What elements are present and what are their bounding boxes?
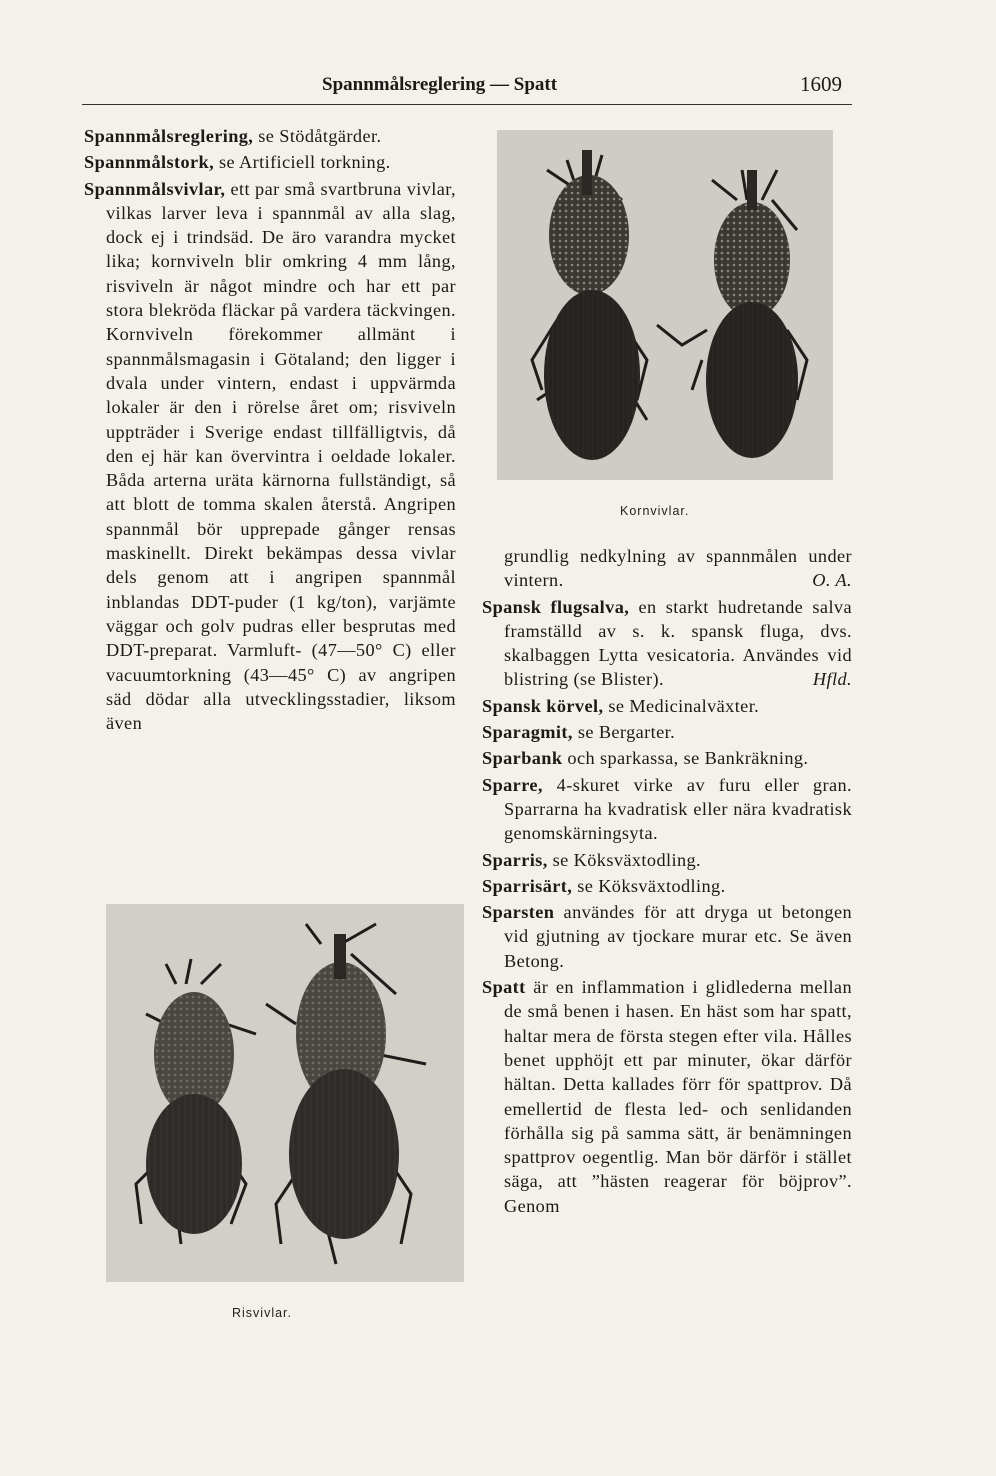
figure-caption-kornvivlar: Kornvivlar.: [620, 504, 690, 518]
entry-spannmalstork: Spannmålstork, se Artificiell torkning.: [84, 152, 391, 173]
figure-caption-risvivlar: Risvivlar.: [232, 1306, 293, 1320]
left-column: [84, 124, 456, 737]
entry-sparris: Sparris, se Köksväxtodling.: [482, 849, 702, 870]
right-column: [482, 544, 852, 1220]
weevil-photo-kornvivlar: [497, 130, 833, 480]
entry-continuation: grundlig nedkylning av spannmålen under vintern. O. A.: [504, 546, 852, 591]
entry-sparre: Sparre, 4-skuret virke av furu eller gran. Sparrarna ha kvadratisk eller nära kvadratisk genomskärningsyta.: [482, 774, 852, 844]
figure-kornvivlar: [497, 130, 833, 480]
running-header: Spannmålsreglering — Spatt: [322, 74, 558, 95]
entry-sparbank: Sparbank och sparkassa, se Bankräkning.: [482, 748, 809, 769]
weevil-photo-risvivlar: [106, 904, 464, 1282]
page-number: 1609: [800, 72, 842, 96]
figure-risvivlar: [106, 904, 464, 1282]
entry-spannmalsvivlar: Spannmålsvivlar, ett par små svartbruna vivlar, vilkas larver leva i spannmål av alla slag, dock ej i trindsäd. De äro varandra mycket lika; kornviveln blir omkring 4 mm lång, risviveln är något mindre och har ett par stora blekröda fläckar på vardera täckvingen. Kornviveln förekommer allmänt i spannmålsmagasin i Götaland; den ligger i dvala under vintern, endast i uppvärmda lokaler är den i rörelse året om; risviveln uppträder i Sverige endast tillfälligtvis, då den ej här kan övervintra i oeldade lokaler. Båda arterna uräta kärnorna fullständigt, så att blott de tomma skalen återstå. Angripen spannmål bör upprepade gånger rensas maskinellt. Direkt bekämpas dessa vivlar dels genom att i angripen spannmål inblandas DDT-puder (1 kg/ton), varjämte väggar och golv pudras eller besprutas med DDT-preparat. Varmluft- (47—50° C) eller vacuumtorkning (43—45° C) av angripen säd dödar alla utvecklingsstadier, liksom även: [84, 178, 456, 734]
entry-sparrisart: Sparrisärt, se Köksväxtodling.: [482, 875, 726, 896]
entry-spansk-korvel: Spansk körvel, se Medicinalväxter.: [482, 695, 760, 716]
header-rule: [82, 104, 852, 105]
entry-spatt: Spatt är en inflammation i glidlederna mellan de små benen i hasen. En häst som har spatt, haltar mera de första stegen efter vila. Hålles benet upphöjt ett par minuter, ökar därför hältan. Detta kallades förr för spattprov. Då emellertid de flesta led- och senlidanden förhålla sig på samma sätt, är benämningen spattprov oegentlig. Man bör därför i stället säga, att ”hästen reagerar för böjprov”. Genom: [482, 977, 852, 1216]
entry-spansk-flugsalva: Spansk flugsalva, en starkt hudretande salva framställd av s. k. spansk fluga, dvs. skalbaggen Lytta vesicatoria. Användes vid blistring (se Blister). Hfld.: [482, 596, 852, 690]
entry-sparagmit: Sparagmit, se Bergarter.: [482, 722, 676, 743]
entry-spannmalsreglering: Spannmålsreglering, se Stödåtgärder.: [84, 126, 382, 146]
entry-sparsten: Sparsten användes för att dryga ut betongen vid gjutning av tjockare murar etc. Se även Betong.: [482, 902, 852, 971]
